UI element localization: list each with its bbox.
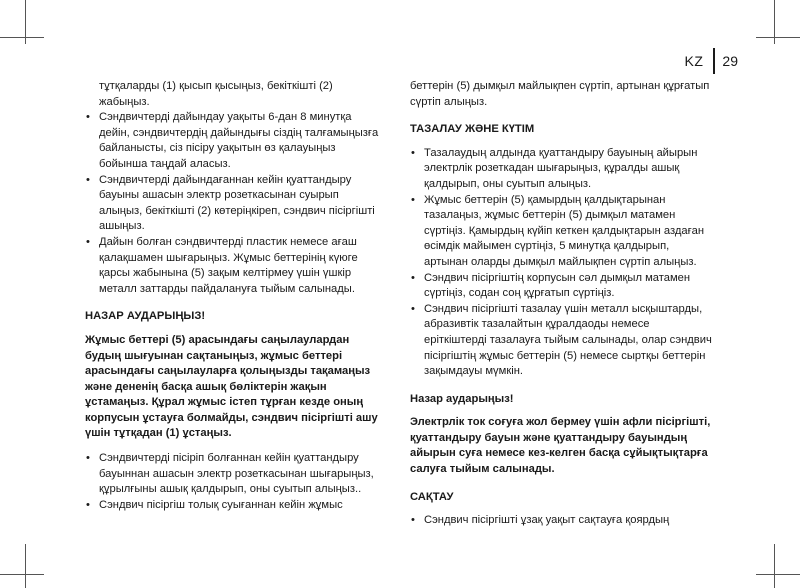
warning-text: Электрлік ток соғуға жол бермеу үшін афли пісіргішті, қуаттандыру бауын және қуаттандыру бауындың айырын суға немесе кез-келген басқа сұйықтықтарға салуға тыйым салынады.	[410, 416, 711, 476]
left-column	[85, 79, 385, 513]
warning-text: Жұмыс беттері (5) арасындағы саңылаулардан будың шығуынан сақтаныңыз, жұмыс беттері арасындағы саңылауларға қолыңызды тақамаңыз және дененің басқа ашық бөліктерін жақын ұстамаңыз. Құрал жұмыс істеп тұрған кезде оның корпусын ұстауға болмайды, сэндвич пісіргішті ашу үшін тұтқадан (1) ұстаңыз.	[85, 333, 378, 440]
page-header	[685, 48, 738, 74]
list-item: • Сэндвичтерді пісіріп болғаннан кейін қуаттандыру бауыннан ашасын электр розеткасынан шығарыңыз, құрылғыны ашық қалдырып, оны суытып алыңыз..	[85, 451, 385, 498]
continued-text: тұтқаларды (1) қысып қысыңыз, бекіткішті (2) жабыңыз.	[99, 80, 333, 108]
crop-mark	[774, 544, 775, 588]
list-item: • Тазалаудың алдында қуаттандыру бауының айырын электрлік розеткадан шығарыңыз, құралды ашық қалдырып, оны суытып алыңыз.	[410, 146, 712, 193]
section-heading-storage: САҚТАУ	[410, 490, 454, 503]
right-column	[410, 79, 712, 529]
cleaning-list	[410, 146, 712, 380]
section-heading-attention: НАЗАР АУДАРЫҢЫЗ!	[85, 310, 206, 323]
list-item: • Дайын болған сэндвичтерді пластик немесе ағаш қалақшамен шығарыңыз. Жұмыс беттерінің күюге қарсы жабынына (5) зақым келтірмеу үшін үшкір металл заттарды пайдалануға тыйым салынады.	[85, 235, 385, 297]
crop-mark	[25, 544, 26, 588]
crop-mark	[0, 574, 44, 575]
page-number: 29	[722, 53, 738, 69]
instruction-list	[85, 110, 385, 297]
storage-list	[410, 513, 712, 529]
list-item: • Сэндвич пісіргіш толық суығаннан кейін жұмыс	[85, 498, 385, 514]
crop-mark	[756, 37, 800, 38]
list-item: • Сэндвич пісіргішті ұзақ уақыт сақтауға қоярдың	[410, 513, 712, 529]
list-item: • Сэндвичтерді дайындау уақыты 6-дан 8 минутқа дейін, сэндвичтердің дайындығы сіздің талғамыңызға байланысты, сіз пісіру уақытын өз қалауыңыз бойынша таңдай аласыз.	[85, 110, 385, 172]
list-item: • Жұмыс беттерін (5) қамырдың қалдықтарынан тазалаңыз, жұмыс беттерін (5) дымқыл матамен сүртіңіз. Қамырдың күйіп кеткен қалдықтарын аздаған өсімдік майымен сүртіңіз, 5 минутқа қалдырып, артынан оларды дымқыл майлықпен сүртіп алыңыз.	[410, 193, 712, 271]
language-code: KZ	[684, 53, 704, 69]
list-item: • Сэндвич пісіргішті тазалау үшін металл ысқыштарды, абразивтік тазалайтын құралдаоды немесе еріткіштерді тазалауға тыйым салынады, олар сэндвич пісіргіштің жұмыс беттерін (5) немесе сыртқы беттерін зақымдауы мүмкін.	[410, 302, 712, 380]
list-item: • Сэндвич пісіргіштің корпусын сәл дымқыл матамен сүртіңіз, содан соң құрғатып сүртіңіз.	[410, 271, 712, 302]
list-item: • Сэндвичтерді дайындағаннан кейін қуаттандыру бауыны ашасын электр розеткасынан суырып алыңыз, бекіткішті (2) көтеріңкіреп, сэндвич пісіргішті ашыңыз.	[85, 173, 385, 235]
header-divider	[713, 48, 715, 74]
section-heading-attention: Назар аударыңыз!	[410, 392, 514, 405]
crop-mark	[0, 37, 44, 38]
instruction-list	[85, 451, 385, 513]
crop-mark	[756, 574, 800, 575]
continued-text: беттерін (5) дымқыл майлықпен сүртіп, артынан құрғатып сүртіп алыңыз.	[410, 80, 710, 108]
section-heading-cleaning: ТАЗАЛАУ ЖӘНЕ КҮТІМ	[410, 123, 535, 136]
